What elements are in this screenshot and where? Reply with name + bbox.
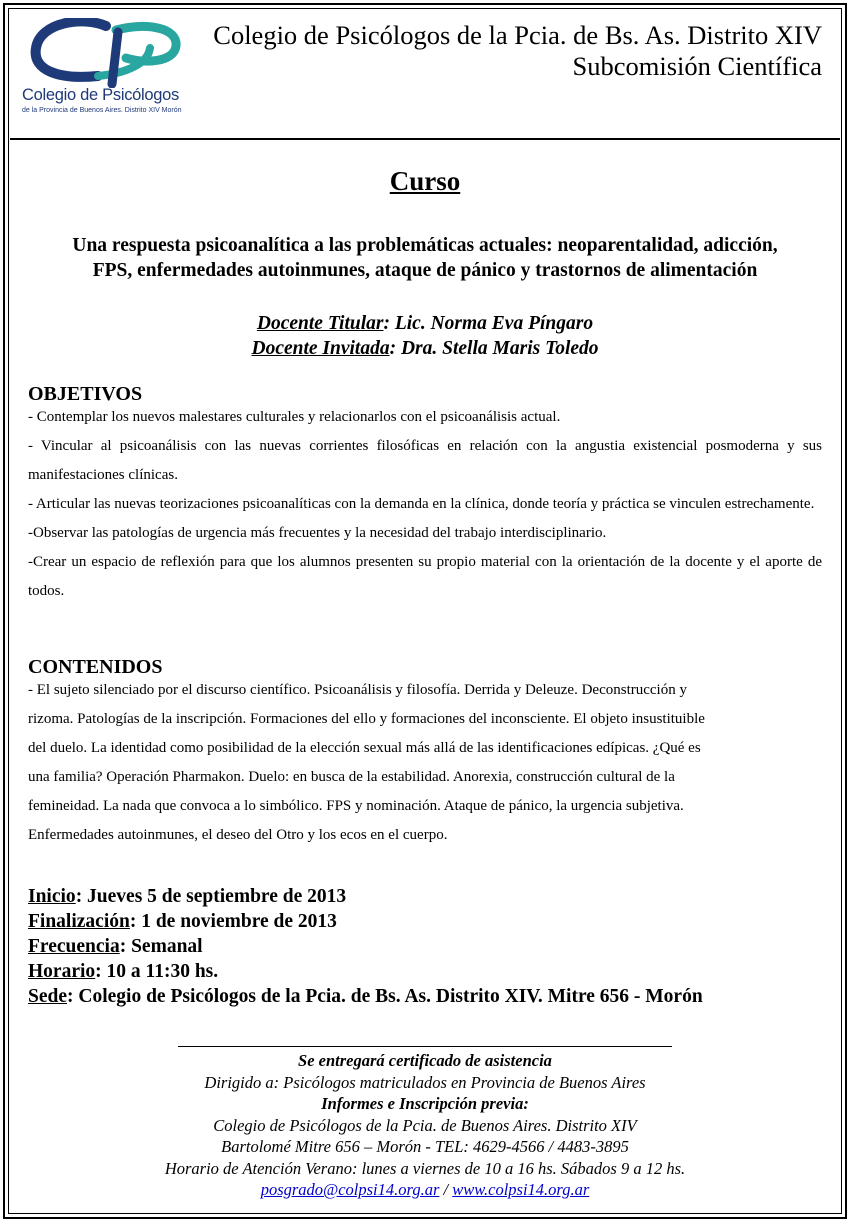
footer — [0, 1050, 850, 1201]
subtitle-line-1: Una respuesta psicoanalítica a las problemáticas actuales: neoparentalidad, adicción, — [72, 235, 778, 256]
info-value: : 1 de noviembre de 2013 — [129, 911, 337, 932]
informes-heading: Informes e Inscripción previa: — [321, 1094, 529, 1113]
footer-org: Colegio de Psicólogos de la Pcia. de Buenos Aires. Distrito XIV — [213, 1115, 637, 1135]
certificate-note: Se entregará certificado de asistencia — [298, 1051, 552, 1070]
footer-address: Bartolomé Mitre 656 – Morón - TEL: 4629-4566 / 4483-3895 — [221, 1137, 629, 1156]
objetivo-item: - Vincular al psicoanálisis con las nuevas corrientes filosóficas en relación con la angustia existencial posmoderna y sus manifestaciones clínicas. — [28, 438, 822, 483]
website-link[interactable]: www.colpsi14.org.ar — [452, 1180, 590, 1199]
header-divider — [10, 138, 840, 140]
logo — [22, 18, 192, 118]
course-title: Curso — [389, 166, 461, 196]
audience-note: Dirigido a: Psicólogos matriculados en Provincia de Buenos Aires — [204, 1072, 646, 1092]
info-value: : Jueves 5 de septiembre de 2013 — [75, 886, 347, 907]
info-value: : Semanal — [119, 936, 203, 957]
org-line-1: Colegio de Psicólogos de la Pcia. de Bs. As. Distrito XIV — [213, 20, 822, 50]
info-finalizacion — [28, 909, 703, 934]
organization-heading — [213, 20, 822, 82]
email-link[interactable]: posgrado@colpsi14.org.ar — [260, 1180, 440, 1199]
org-line-2: Subcomisión Científica — [572, 51, 822, 81]
info-label: Inicio — [28, 886, 76, 907]
info-horario — [28, 959, 703, 984]
objetivo-item: - Contemplar los nuevos malestares culturales y relacionarlos con el psicoanálisis actual. — [28, 409, 561, 425]
contenidos-line: Enfermedades autoinmunes, el deseo del Otro y los ecos en el cuerpo. — [28, 827, 448, 843]
teacher-titular — [0, 311, 850, 336]
info-label: Finalización — [28, 911, 130, 932]
invitada-label: Docente Invitada — [251, 338, 390, 359]
info-inicio — [28, 884, 703, 909]
logo-cp-icon — [28, 18, 188, 88]
info-sede — [28, 984, 703, 1009]
footer-divider — [178, 1046, 672, 1047]
objetivo-item: - Articular las nuevas teorizaciones psicoanalíticas con la demanda en la clínica, donde teoría y práctica se vinculen estrechamente. — [28, 496, 815, 512]
footer-links — [0, 1179, 850, 1201]
objetivo-item: -Crear un espacio de reflexión para que los alumnos presenten su propio material con la orientación de la docente y el aporte de todos. — [28, 554, 822, 599]
teachers — [0, 311, 850, 361]
teacher-invitada — [0, 336, 850, 361]
logo-name: Colegio de Psicólogos — [22, 86, 179, 104]
invitada-name: : Dra. Stella Maris Toledo — [389, 338, 599, 359]
contenidos-line: femineidad. La nada que convoca a lo simbólico. FPS y nominación. Ataque de pánico, la urgencia subjetiva. — [28, 798, 684, 814]
contenidos-line: rizoma. Patologías de la inscripción. Formaciones del ello y formaciones del inconsciente. El objeto insustituible — [28, 711, 705, 727]
info-label: Sede — [28, 986, 67, 1007]
contenidos-line: - El sujeto silenciado por el discurso científico. Psicoanálisis y filosofía. Derrida y Deleuze. Deconstrucción y — [28, 682, 687, 698]
titular-label: Docente Titular — [256, 313, 384, 334]
info-value: : Colegio de Psicólogos de la Pcia. de Bs. As. Distrito XIV. Mitre 656 - Morón — [67, 986, 703, 1007]
titular-name: : Lic. Norma Eva Píngaro — [383, 313, 594, 334]
contenidos-line: del duelo. La identidad como posibilidad de la elección sexual más allá de las identificaciones edípicas. ¿Qué es — [28, 740, 701, 756]
course-info — [28, 884, 703, 1009]
contenidos-heading: CONTENIDOS — [28, 656, 163, 678]
header — [0, 0, 850, 140]
info-label: Frecuencia — [28, 936, 120, 957]
objetivo-item: -Observar las patologías de urgencia más frecuentes y la necesidad del trabajo interdisciplinario. — [28, 525, 607, 541]
logo-subtitle: de la Provincia de Buenos Aires. Distrito XIV Morón — [22, 107, 182, 114]
footer-hours: Horario de Atención Verano: lunes a viernes de 10 a 16 hs. Sábados 9 a 12 hs. — [164, 1158, 686, 1178]
info-value: : 10 a 11:30 hs. — [95, 961, 219, 982]
contenidos-text — [28, 676, 822, 850]
objetivos-list — [28, 403, 822, 606]
course-subtitle — [20, 233, 830, 283]
info-frecuencia — [28, 934, 703, 959]
objetivos-heading: OBJETIVOS — [28, 383, 143, 405]
subtitle-line-2: FPS, enfermedades autoinmunes, ataque de pánico y trastornos de alimentación — [92, 260, 758, 281]
info-label: Horario — [28, 961, 96, 982]
link-separator: / — [439, 1180, 453, 1199]
contenidos-line: una familia? Operación Pharmakon. Duelo: en busca de la estabilidad. Anorexia, construcción cultural de la — [28, 769, 675, 785]
